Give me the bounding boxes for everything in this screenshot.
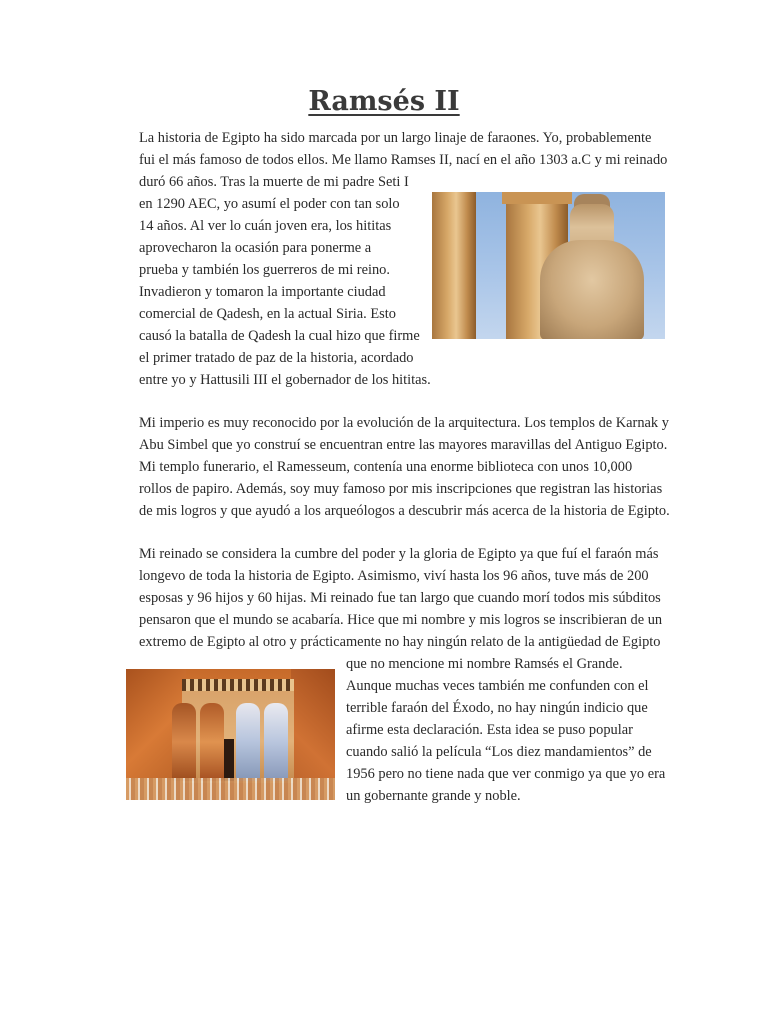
text-line: un gobernante grande y noble. — [346, 788, 521, 804]
paragraph-1-wide — [139, 127, 676, 171]
text-line: duró 66 años. Tras la muerte de mi padre Seti I — [139, 174, 409, 190]
text-line: afirme esta declaración. Esta idea se puso popular — [346, 722, 633, 738]
text-line: de mis logros y que ayudó a los arqueólogos a descubrir más acerca de la historia de Egipto. — [139, 503, 670, 519]
text-line: que no mencione mi nombre Ramsés el Grande. — [346, 656, 623, 672]
text-line: entre yo y Hattusili III el gobernador de los hititas. — [139, 372, 431, 388]
text-line: comercial de Qadesh, en la actual Siria. Esto — [139, 306, 396, 322]
text-line: rollos de papiro. Además, soy muy famoso por mis inscripciones que registran las historias — [139, 481, 663, 497]
text-line: extremo de Egipto al otro y prácticamente no hay ningún relato de la antigüedad de Egipto — [139, 634, 661, 650]
text-line: fui el más famoso de todos ellos. Me llamo Ramses II, nací en el año 1303 a.C y mi reinado — [139, 152, 668, 168]
ramses-statue-photo — [432, 192, 665, 339]
paragraph-3-wide — [139, 543, 676, 653]
paragraph-2 — [139, 412, 676, 522]
text-line: Mi reinado se considera la cumbre del poder y la gloria de Egipto ya que fuí el faraón más — [139, 546, 659, 562]
page-title: Ramsés II — [308, 86, 460, 117]
paragraph-3-narrow — [346, 653, 676, 807]
text-line: 14 años. Al ver lo cuán joven era, los hititas — [139, 218, 392, 234]
text-line: Invadieron y tomaron la importante ciudad — [139, 284, 386, 300]
text-line: Aunque muchas veces también me confunden con el — [346, 678, 649, 694]
text-line: prueba y también los guerreros de mi reino. — [139, 262, 390, 278]
text-line: pensaron que el mundo se acabaría. Hice que mi nombre y mis logros se inscribieran de un — [139, 612, 663, 628]
text-line: causó la batalla de Qadesh la cual hizo que firme — [139, 328, 420, 344]
text-line: cuando salió la película “Los diez mandamientos” de — [346, 744, 652, 760]
text-line: 1956 pero no tiene nada que ver conmigo ya que yo era — [346, 766, 666, 782]
text-line: longevo de toda la historia de Egipto. Asimismo, viví hasta los 96 años, tuve más de 200 — [139, 568, 649, 584]
text-line: el primer tratado de paz de la historia, acordado — [139, 350, 414, 366]
text-line: esposas y 96 hijos y 60 hijas. Mi reinado fue tan largo que cuando morí todos mis súbditos — [139, 590, 661, 606]
text-line: en 1290 AEC, yo asumí el poder con tan solo — [139, 196, 400, 212]
text-line: Mi templo funerario, el Ramesseum, contenía una enorme biblioteca con unos 10,000 — [139, 459, 633, 475]
text-line: Abu Simbel que yo construí se encuentran entre las mayores maravillas del Antiguo Egipto. — [139, 437, 668, 453]
text-line: La historia de Egipto ha sido marcada por un largo linaje de faraones. Yo, probablemente — [139, 130, 652, 146]
text-line: terrible faraón del Éxodo, no hay ningún indicio que — [346, 700, 648, 716]
abu-simbel-temple-photo — [126, 669, 335, 800]
text-line: Mi imperio es muy reconocido por la evolución de la arquitectura. Los templos de Karnak y — [139, 415, 669, 431]
text-line: aprovecharon la ocasión para ponerme a — [139, 240, 372, 256]
paragraph-1-narrow — [139, 171, 431, 391]
